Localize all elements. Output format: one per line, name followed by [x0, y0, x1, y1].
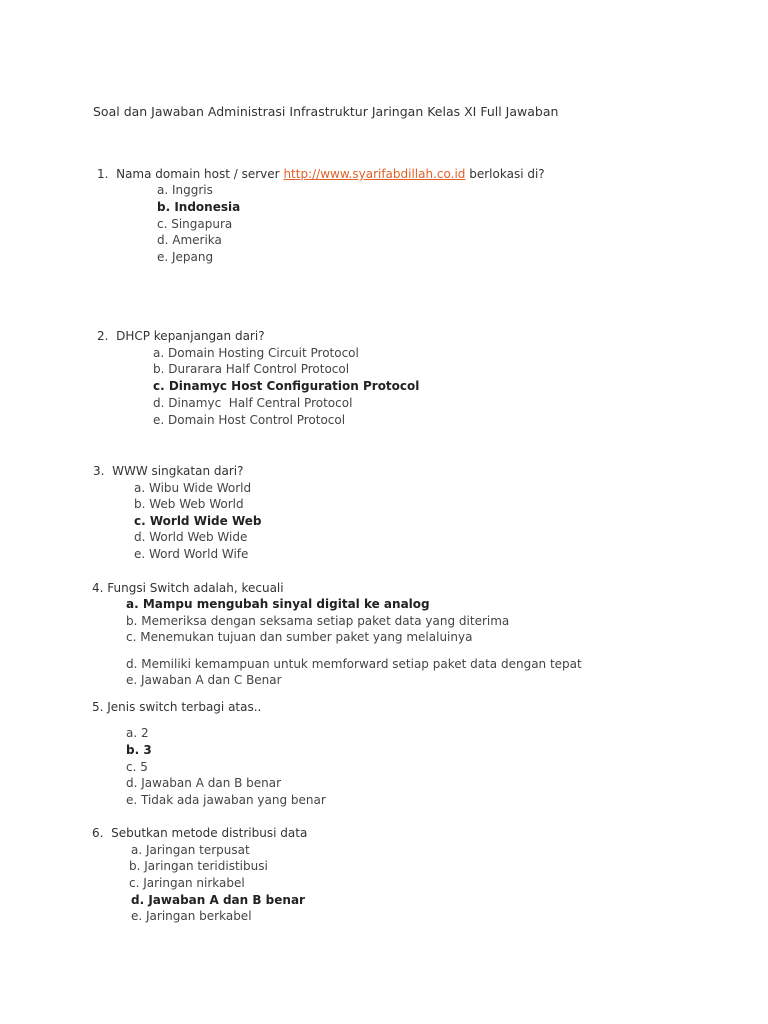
q6-option-c: c. Jaringan nirkabel	[129, 876, 245, 890]
q2-option-b: b. Durarara Half Control Protocol	[153, 362, 350, 376]
question-1	[97, 166, 545, 182]
q3-option-c-correct: c. World Wide Web	[134, 514, 262, 528]
q3-option-b: b. Web Web World	[134, 497, 244, 511]
question-4: 4. Fungsi Switch adalah, kecuali	[92, 581, 284, 595]
q1-option-b-correct: b. Indonesia	[157, 200, 241, 214]
q2-option-e: e. Domain Host Control Protocol	[153, 413, 346, 427]
q2-option-a: a. Domain Hosting Circuit Protocol	[153, 346, 359, 360]
q4-option-a-correct: a. Mampu mengubah sinyal digital ke analog	[126, 597, 430, 611]
question-2-number: 2.	[97, 329, 109, 343]
q5-option-e: e. Tidak ada jawaban yang benar	[126, 793, 326, 807]
question-1-number: 1.	[97, 167, 109, 181]
q5-option-c: c. 5	[126, 760, 148, 774]
q4-option-c: c. Menemukan tujuan dan sumber paket yang melaluinya	[126, 630, 473, 644]
question-1-text-after: berlokasi di?	[469, 167, 545, 181]
q1-option-a: a. Inggris	[157, 183, 213, 197]
q6-option-e: e. Jaringan berkabel	[131, 909, 252, 923]
q2-option-d: d. Dinamyc Half Central Protocol	[153, 396, 353, 410]
q1-option-e: e. Jepang	[157, 250, 214, 264]
question-6-number: 6.	[92, 826, 104, 840]
question-5: 5. Jenis switch terbagi atas..	[92, 700, 262, 714]
question-2-text: DHCP kepanjangan dari?	[116, 329, 265, 343]
q4-option-e: e. Jawaban A dan C Benar	[126, 673, 282, 687]
q4-option-b: b. Memeriksa dengan seksama setiap paket data yang diterima	[126, 614, 510, 628]
question-1-text-before: Nama domain host / server	[116, 167, 280, 181]
q5-option-b-correct: b. 3	[126, 743, 152, 757]
q3-option-e: e. Word World Wife	[134, 547, 249, 561]
q5-option-a: a. 2	[126, 726, 149, 740]
q2-option-c-correct: c. Dinamyc Host Configuration Protocol	[153, 379, 420, 393]
question-3-number: 3.	[93, 464, 105, 478]
q3-option-d: d. World Web Wide	[134, 530, 248, 544]
q6-option-d-correct: d. Jawaban A dan B benar	[131, 893, 305, 907]
q5-option-d: d. Jawaban A dan B benar	[126, 776, 282, 790]
q1-option-d: d. Amerika	[157, 233, 222, 247]
q6-option-b: b. Jaringan teridistibusi	[129, 859, 268, 873]
q4-option-d: d. Memiliki kemampuan untuk memforward setiap paket data dengan tepat	[126, 657, 582, 671]
q3-option-a: a. Wibu Wide World	[134, 481, 252, 495]
document-title: Soal dan Jawaban Administrasi Infrastruktur Jaringan Kelas XI Full Jawaban	[93, 104, 559, 119]
question-3-text: WWW singkatan dari?	[112, 464, 244, 478]
question-6	[92, 825, 307, 841]
q6-option-a: a. Jaringan terpusat	[131, 843, 250, 857]
question-1-link[interactable]: http://www.syarifabdillah.co.id	[283, 167, 466, 181]
question-6-text: Sebutkan metode distribusi data	[111, 826, 308, 840]
question-2	[97, 328, 265, 344]
question-3	[93, 463, 244, 479]
q1-option-c: c. Singapura	[157, 217, 233, 231]
